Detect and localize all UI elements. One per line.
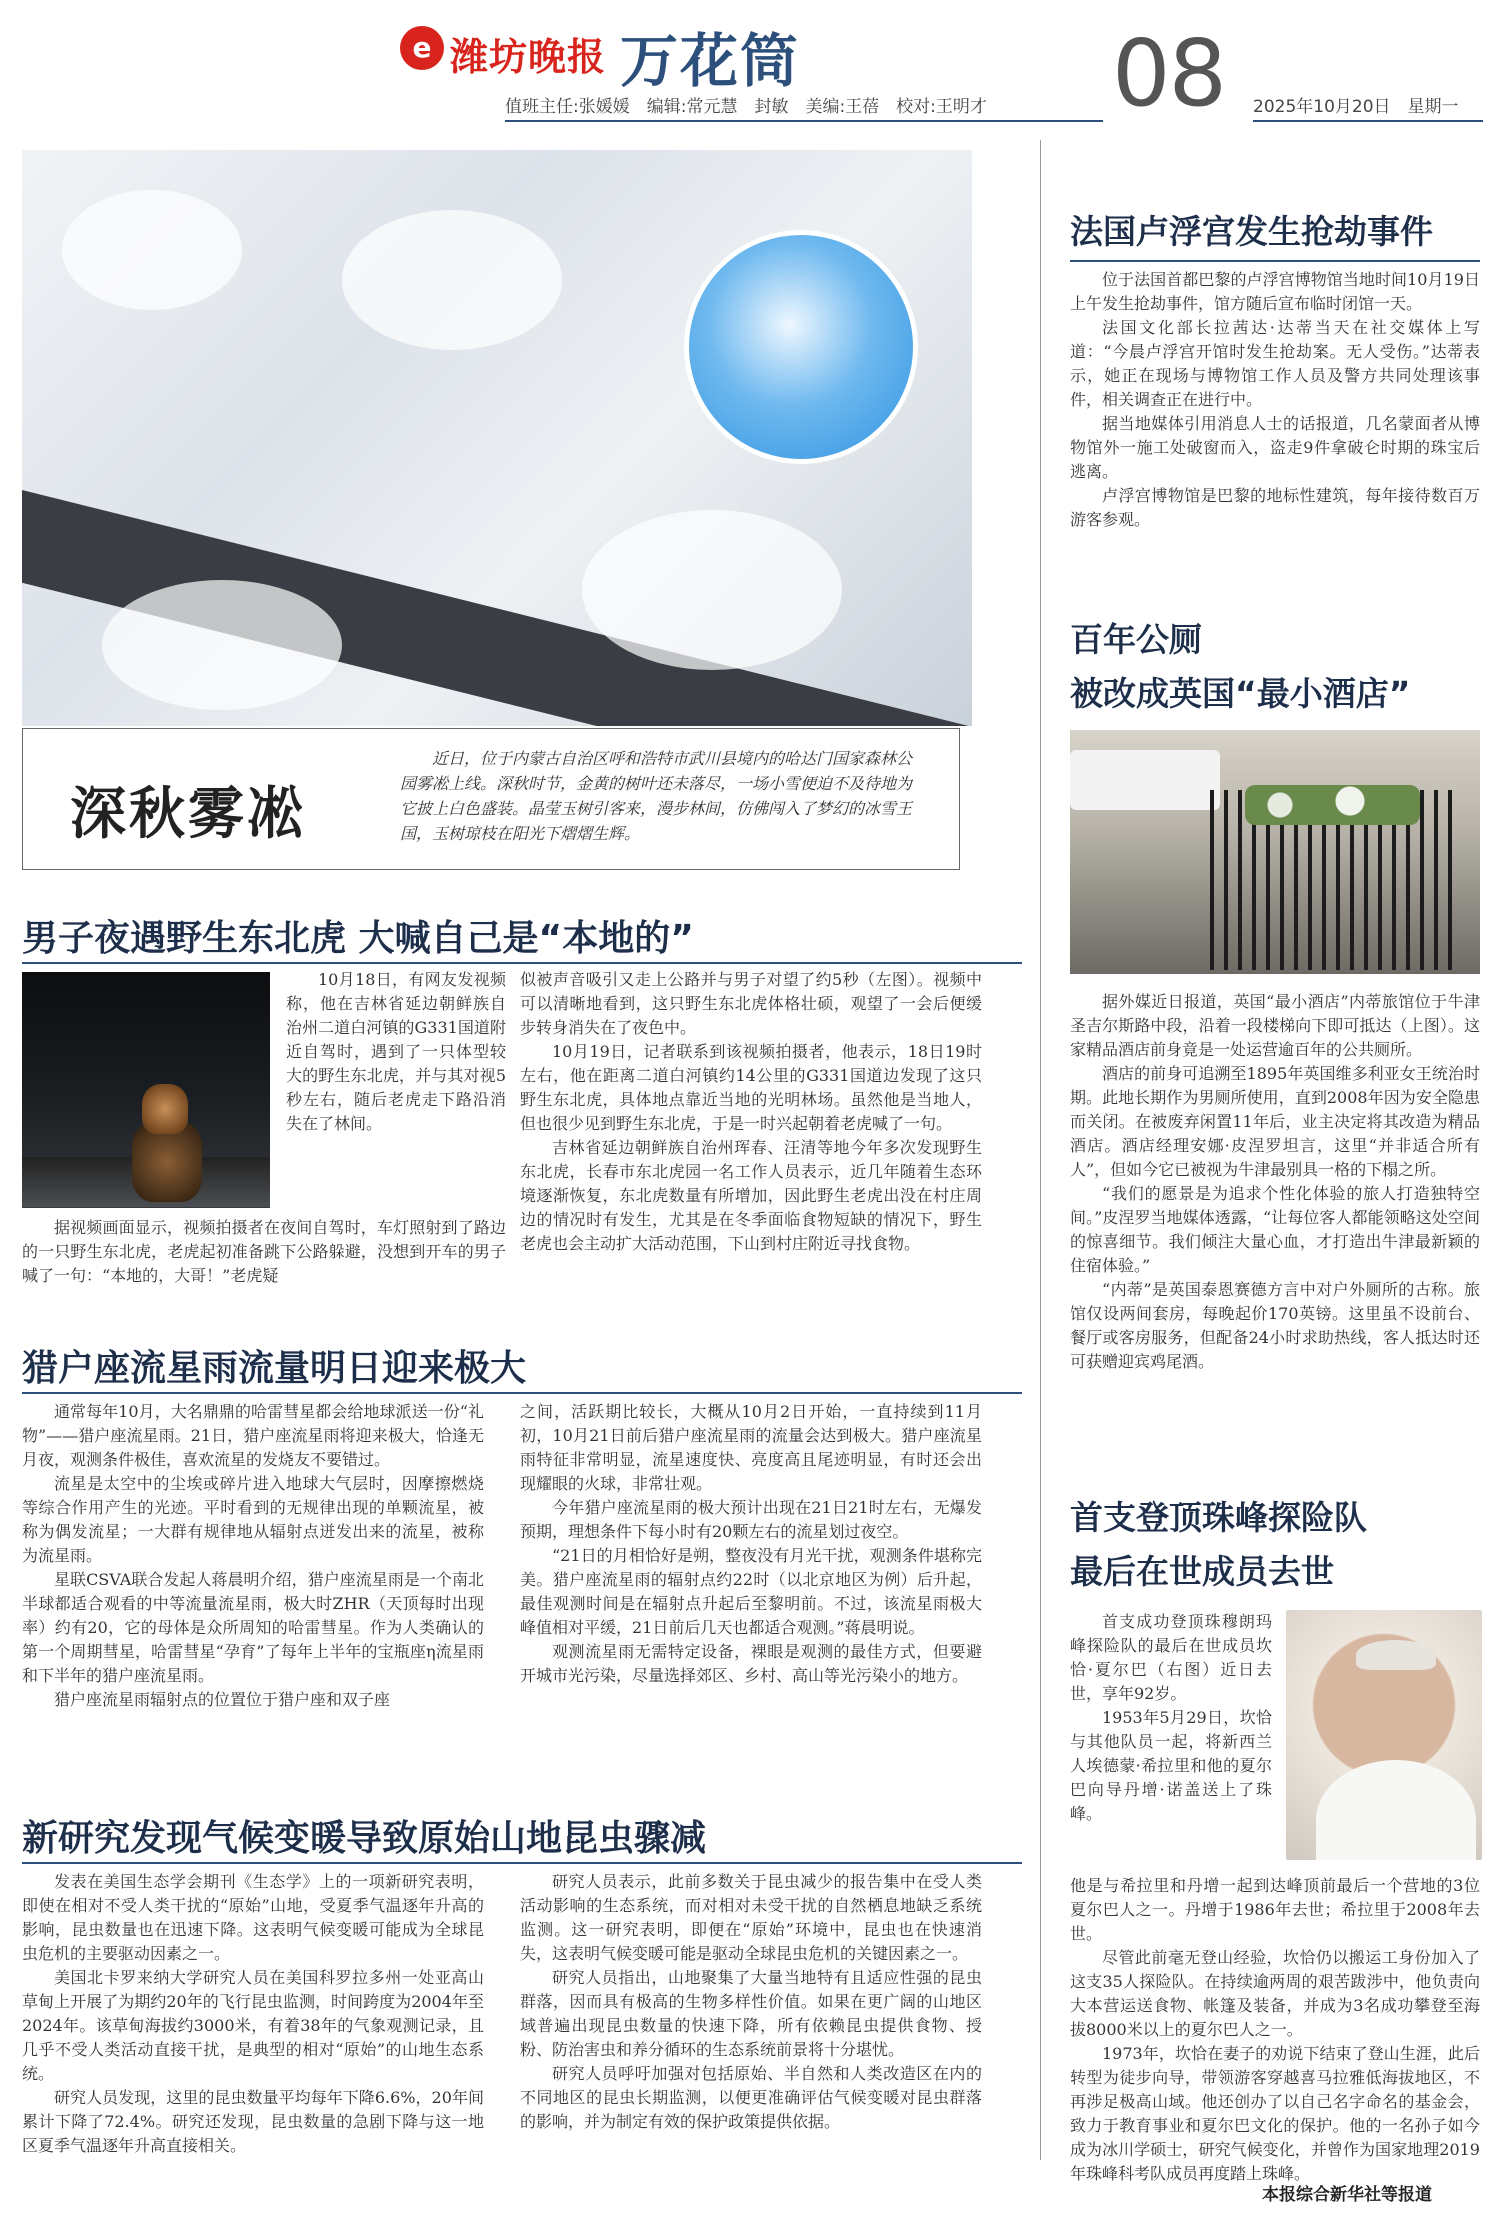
bus-figure <box>1070 750 1220 810</box>
rime-forest-photo <box>22 150 972 726</box>
tiger-paragraph: 吉林省延边朝鲜族自治州珲春、汪清等地今年多次发现野生东北虎，长春市东北虎园一名工作人员表示，近几年随着生态环境逐渐恢复，东北虎数量有所增加，因此野生老虎出没在村庄周边的情况时有发生，尤其是在冬季面临食物短缺的情况下，野生老虎也会主动扩大活动范围，下山到村庄附近寻找食物。 <box>520 1138 982 1253</box>
meteor-paragraph: 观测流星雨无需特定设备，裸眼是观测的最佳方式，但要避开城市光污染，尽量选择郊区、乡村、高山等光污染小的地方。 <box>520 1642 982 1685</box>
meteor-paragraph: “21日的月相恰好是朔，整夜没有月光干扰，观测条件堪称完美。猎户座流星雨的辐射点约22时（以北京地区为例）后升起，最佳观测时间是在辐射点升起后至黎明前。不过，该流星雨极大峰值相对平缓，21日前后几天也都适合观测。”蒋晨明说。 <box>520 1546 982 1637</box>
everest-body-wrap <box>1070 1610 1272 1826</box>
insect-paragraph: 研究人员表示，此前多数关于昆虫减少的报告集中在受人类活动影响的生态系统，而对相对未受干扰的自然栖息地缺乏系统监测。这一研究表明，即便在“原始”环境中，昆虫也在快速消失，这表明气候变暖可能是驱动全球昆虫危机的关键因素之一。 <box>520 1872 982 1963</box>
tiger-paragraph: 据视频画面显示，视频拍摄者在夜间自驾时，车灯照射到了路边的一只野生东北虎，老虎起初准备跳下公路躲避，没想到开车的男子喊了一句：“本地的，大哥！”老虎疑 <box>22 1218 506 1285</box>
header-rule <box>505 120 1103 122</box>
insect-paragraph: 研究人员指出，山地聚集了大量当地特有且适应性强的昆虫群落，因而具有极高的生物多样性价值。如果在更广阔的山地区域普遍出现昆虫数量的快速下降，所有依赖昆虫提供食物、授粉、防治害虫和养分循环的生态系统前景将十分堪忧。 <box>520 1968 982 2059</box>
staff-credits: 值班主任:张媛媛 编辑:常元慧 封敏 美编:王蓓 校对:王明才 <box>505 97 987 117</box>
everest-headline-line1: 首支登顶珠峰探险队 <box>1070 1498 1367 1537</box>
meteor-paragraph: 之间，活跃期比较长，大概从10月2日开始，一直持续到11月初，10月21日前后猎户座流星雨的流量会达到极大。猎户座流星雨特征非常明显，流星速度快、亮度高且尾迹明显，有时还会出现耀眼的火球，非常壮观。 <box>520 1402 982 1493</box>
tiger-paragraph: 10月19日，记者联系到该视频拍摄者，他表示，18日19时左右，他在距离二道白河镇约14公里的G331国道边发现了这只野生东北虎，具体地点靠近当地的光明林场。虽然他是当地人，但也很少见到野生东北虎，于是一时兴起朝着老虎喊了一句。 <box>520 1042 982 1133</box>
meteor-paragraph: 星联CSVA联合发起人蒋晨明介绍，猎户座流星雨是一个南北半球都适合观看的中等流量流星雨，极大时ZHR（天顶每时出现率）约有20，它的母体是众所周知的哈雷彗星。作为人类确认的第一个周期彗星，哈雷彗星“孕育”了每年上半年的宝瓶座η流星雨和下半年的猎户座流星雨。 <box>22 1570 484 1685</box>
meteor-col1 <box>22 1400 484 1712</box>
tiger-col1-bottom <box>22 1216 506 1288</box>
rime-closeup-inset <box>684 230 918 464</box>
portrait-shirt <box>1316 1760 1476 1860</box>
everest-headline-line2: 最后在世成员去世 <box>1070 1552 1334 1591</box>
meteor-paragraph: 通常每年10月，大名鼎鼎的哈雷彗星都会给地球派送一份“礼物”——猎户座流星雨。21日，猎户座流星雨将迎来极大，恰逢无月夜，观测条件极佳，喜欢流星的发烧友不要错过。 <box>22 1402 484 1469</box>
insect-col2 <box>520 1870 982 2134</box>
section-name: 万花筒 <box>620 27 801 95</box>
portrait-hair <box>1356 1640 1436 1670</box>
louvre-paragraph: 据当地媒体引用消息人士的话报道，几名蒙面者从博物馆外一施工处破窗而入，盗走9件拿破仑时期的珠宝后逃离。 <box>1070 414 1480 481</box>
louvre-headline: 法国卢浮宫发生抢劫事件 <box>1070 212 1433 251</box>
paper-logo-icon: e <box>400 26 444 70</box>
hotel-paragraph: “内蒂”是英国泰恩赛德方言中对户外厕所的古称。旅馆仅设两间套房，每晚起价170英镑。这里虽不设前台、餐厅或客房服务，但配备24小时求助热线，客人抵达时还可获赠迎宾鸡尾酒。 <box>1070 1280 1480 1371</box>
tiger-paragraph: 10月18日，有网友发视频称，他在吉林省延边朝鲜族自治州二道白河镇的G331国道附近自驾时，遇到了一只体型较大的野生东北虎，并与其对视5秒左右，随后老虎走下路沿消失在了林间。 <box>286 970 506 1133</box>
meteor-rule <box>22 1392 1022 1394</box>
hotel-headline-line1: 百年公厕 <box>1070 620 1202 659</box>
issue-date: 2025年10月20日 星期一 <box>1253 97 1459 117</box>
column-divider <box>1040 140 1041 2160</box>
tiger-col1-top <box>286 968 506 1136</box>
snow-tree <box>342 210 562 350</box>
insect-paragraph: 美国北卡罗来纳大学研究人员在美国科罗拉多州一处亚高山草甸上开展了为期约20年的飞行昆虫监测，时间跨度为2004年至2024年。该草甸海拔约3000米，有着38年的气象观测记录，且几乎不受人类活动直接干扰，是典型的相对“原始”的山地生态系统。 <box>22 1968 484 2083</box>
hotel-body <box>1070 990 1480 1374</box>
snow-tree <box>62 190 242 310</box>
louvre-rule <box>1070 260 1480 262</box>
hotel-photo <box>1070 730 1480 974</box>
meteor-col2 <box>520 1400 982 1688</box>
hotel-paragraph: 据外媒近日报道，英国“最小酒店”内蒂旅馆位于牛津圣吉尔斯路中段，沿着一段楼梯向下即可抵达（上图）。这家精品酒店前身竟是一处运营逾百年的公共厕所。 <box>1070 992 1480 1059</box>
tiger-figure <box>132 1122 202 1202</box>
tiger-paragraph: 似被声音吸引又走上公路并与男子对望了约5秒（左图）。视频中可以清晰地看到，这只野生东北虎体格壮硕，观望了一会后便缓步转身消失在了夜色中。 <box>520 970 982 1037</box>
everest-paragraph: 他是与希拉里和丹增一起到达峰顶前最后一个营地的3位夏尔巴人之一。丹增于1986年去世；希拉里于2008年去世。 <box>1070 1876 1480 1943</box>
insect-col1 <box>22 1870 484 2158</box>
kancha-sherpa-portrait <box>1286 1610 1482 1860</box>
meteor-paragraph: 流星是太空中的尘埃或碎片进入地球大气层时，因摩擦燃烧等综合作用产生的光迹。平时看到的无规律出现的单颗流星，被称为偶发流星；一大群有规律地从辐射点迸发出来的流星，被称为流星雨。 <box>22 1474 484 1565</box>
insect-paragraph: 研究人员发现，这里的昆虫数量平均每年下降6.6%，20年间累计下降了72.4%。研究还发现，昆虫数量的急剧下降与这一地区夏季气温逐年升高直接相关。 <box>22 2088 484 2155</box>
everest-paragraph: 1953年5月29日，坎恰与其他队员一起，将新西兰人埃德蒙·希拉里和他的夏尔巴向导丹增·诺盖送上了珠峰。 <box>1070 1708 1272 1823</box>
insect-paragraph: 研究人员呼吁加强对包括原始、半自然和人类改造区在内的不同地区的昆虫长期监测，以便更准确评估气候变暖对昆虫群落的影响，并为制定有效的保护政策提供依据。 <box>520 2064 982 2131</box>
everest-body <box>1070 1874 1480 2186</box>
hotel-headline-line2: 被改成英国“最小酒店” <box>1070 674 1411 713</box>
tiger-headline: 男子夜遇野生东北虎 大喊自己是“本地的” <box>22 918 694 959</box>
hotel-paragraph: 酒店的前身可追溯至1895年英国维多利亚女王统治时期。此地长期作为男厕所使用，直到2008年因为安全隐患而关闭。在被废弃闲置11年后，业主决定将其改造为精品酒店。酒店经理安娜·皮涅罗坦言，这里“并非适合所有人”，但如今它已被视为牛津最别具一格的下榻之所。 <box>1070 1064 1480 1179</box>
insect-rule <box>22 1862 1022 1864</box>
tiger-head <box>142 1084 188 1134</box>
everest-paragraph: 尽管此前毫无登山经验，坎恰仍以搬运工身份加入了这支35人探险队。在持续逾两周的艰苦跋涉中，他负责向大本营运送食物、帐篷及装备，并成为3名成功攀登至海拔8000米以上的夏尔巴人之一。 <box>1070 1948 1480 2039</box>
louvre-paragraph: 位于法国首都巴黎的卢浮宫博物馆当地时间10月19日上午发生抢劫事件，馆方随后宣布临时闭馆一天。 <box>1070 270 1480 313</box>
meteor-paragraph: 今年猎户座流星雨的极大预计出现在21日21时左右，无爆发预期，理想条件下每小时有20颗左右的流星划过夜空。 <box>520 1498 982 1541</box>
tiger-rule <box>22 962 1022 964</box>
snow-tree <box>102 580 342 710</box>
hotel-paragraph: “我们的愿景是为追求个性化体验的旅人打造独特空间。”皮涅罗当地媒体透露，“让每位客人都能领略这处空间的惊喜细节。我们倾注大量心血，才打造出牛津最新颖的住宿体验。” <box>1070 1184 1480 1275</box>
insect-headline: 新研究发现气候变暖导致原始山地昆虫骤减 <box>22 1818 707 1859</box>
source-credit: 本报综合新华社等报道 <box>1262 2185 1432 2205</box>
louvre-body <box>1070 268 1480 532</box>
header-rule-right <box>1253 120 1483 122</box>
page-number: 08 <box>1112 20 1226 127</box>
tiger-photo <box>22 972 270 1208</box>
paper-name: 潍坊晚报 <box>450 35 607 79</box>
everest-paragraph: 首支成功登顶珠穆朗玛峰探险队的最后在世成员坎恰·夏尔巴（右图）近日去世，享年92岁。 <box>1070 1612 1272 1703</box>
tiger-col2 <box>520 968 982 1256</box>
louvre-paragraph: 卢浮宫博物馆是巴黎的地标性建筑，每年接待数百万游客参观。 <box>1070 486 1480 529</box>
meteor-headline: 猎户座流星雨流量明日迎来极大 <box>22 1348 527 1389</box>
insect-paragraph: 发表在美国生态学会期刊《生态学》上的一项新研究表明，即使在相对不受人类干扰的“原始”山地，受夏季气温逐年升高的影响，昆虫数量也在迅速下降。这表明气候变暖可能成为全球昆虫危机的主要驱动因素之一。 <box>22 1872 484 1963</box>
feature-caption: 近日，位于内蒙古自治区呼和浩特市武川县境内的哈达门国家森林公园雾凇上线。深秋时节，金黄的树叶还未落尽，一场小雪便迫不及待地为它披上白色盛装。晶莹玉树引客来，漫步林间，仿佛闯入了梦幻的冰雪王国，玉树琼枝在阳光下熠熠生辉。 <box>400 749 913 843</box>
flower-bed <box>1245 785 1420 825</box>
snow-tree <box>582 510 842 670</box>
feature-title: 深秋雾凇 <box>70 781 306 847</box>
louvre-paragraph: 法国文化部长拉茜达·达蒂当天在社交媒体上写道：“今晨卢浮宫开馆时发生抢劫案。无人受伤。”达蒂表示，她正在现场与博物馆工作人员及警方共同处理该事件，相关调查正在进行中。 <box>1070 318 1480 409</box>
everest-paragraph: 1973年，坎恰在妻子的劝说下结束了登山生涯，此后转型为徒步向导，带领游客穿越喜马拉雅低海拔地区，不再涉足极高山域。他还创办了以自己名字命名的基金会，致力于教育事业和夏尔巴文化的保护。他的一名孙子如今成为冰川学硕士，研究气候变化，并曾作为国家地理2019年珠峰科考队成员再度踏上珠峰。 <box>1070 2044 1480 2183</box>
meteor-paragraph: 猎户座流星雨辐射点的位置位于猎户座和双子座 <box>54 1690 391 1709</box>
